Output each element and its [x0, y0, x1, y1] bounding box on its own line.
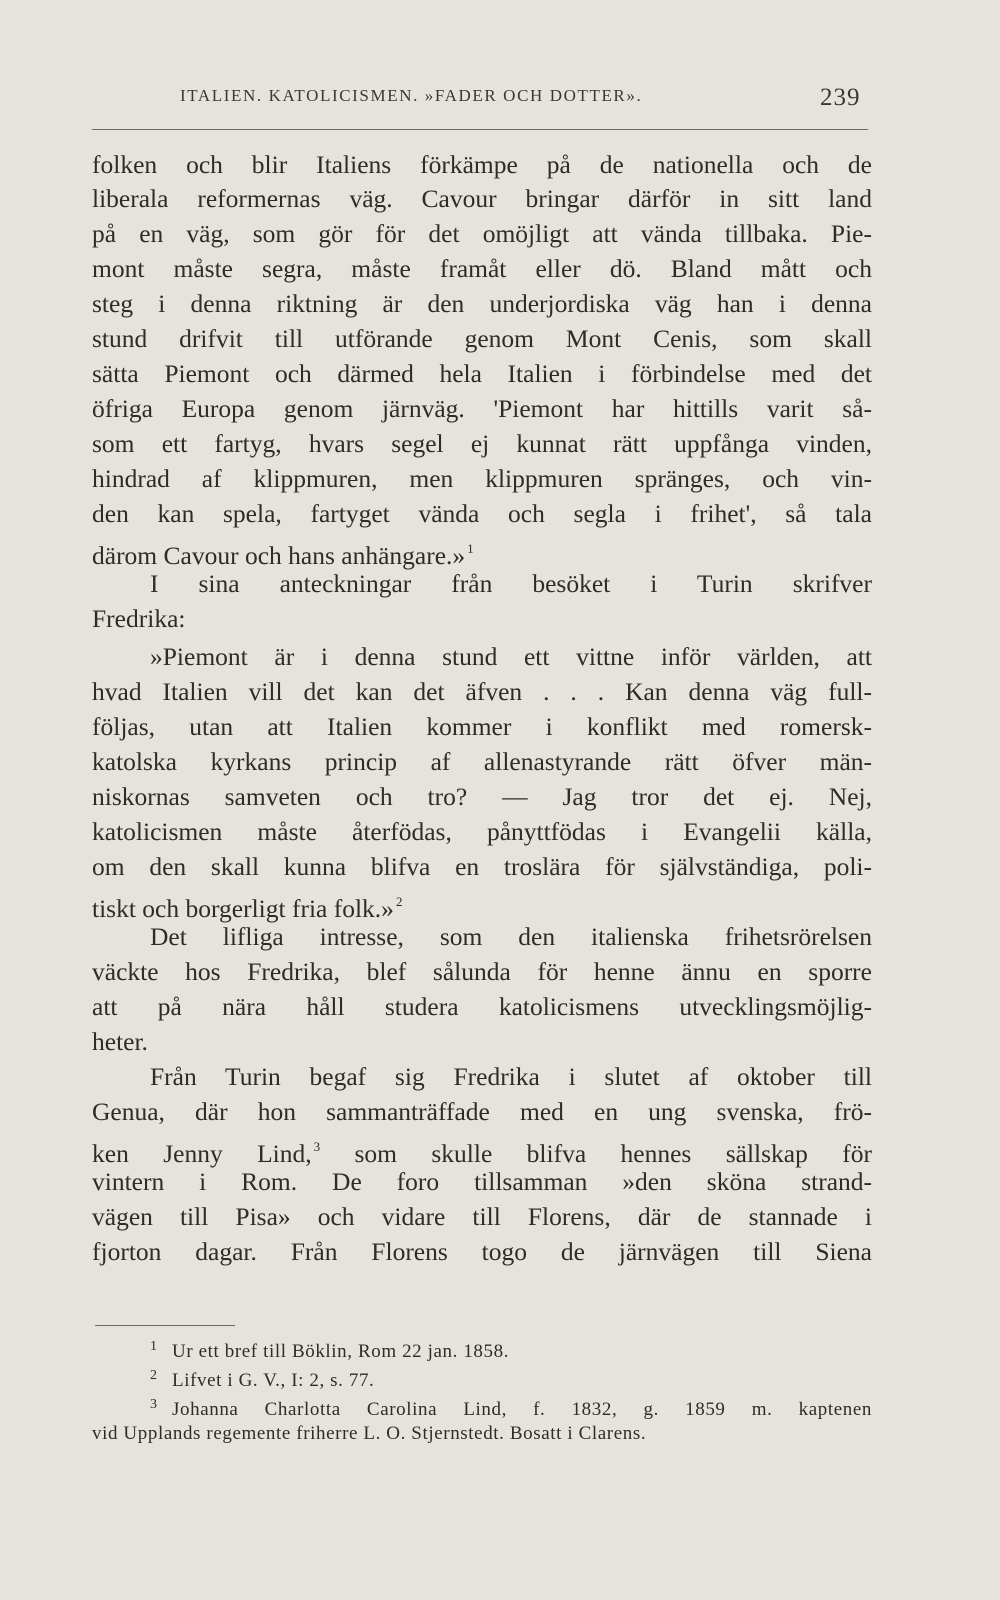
- footnote: 1 Ur ett bref till Böklin, Rom 22 jan. 1858.: [150, 1333, 872, 1366]
- body-line: Genua, där hon sammanträffade med en ung svenska, frö-: [92, 1097, 872, 1126]
- body-line: liberala reformernas väg. Cavour bringar därför in sitt land: [92, 184, 872, 213]
- page-number: 239: [820, 84, 861, 111]
- quote-line: katolska kyrkans princip af allenastyrande rätt öfver män-: [92, 747, 872, 776]
- body-line: sätta Piemont och därmed hela Italien i förbindelse med det: [92, 359, 872, 388]
- footnote-ref: 3: [313, 1139, 321, 1154]
- body-line: Det lifliga intresse, som den italienska frihetsrörelsen: [150, 922, 872, 951]
- footnote: 2 Lifvet i G. V., I: 2, s. 77.: [150, 1362, 872, 1395]
- quote-line: om den skall kunna blifva en troslära för självständiga, poli-: [92, 852, 872, 881]
- body-line: vintern i Rom. De foro tillsamman »den sköna strand-: [92, 1167, 872, 1196]
- body-line: Från Turin begaf sig Fredrika i slutet af oktober till: [150, 1062, 872, 1091]
- body-line: ken Jenny Lind, $^3$ som skulle blifva hennes sällskap för: [92, 1139, 872, 1168]
- header-rule: [92, 129, 868, 130]
- body-line: vägen till Pisa» och vidare till Florens, där de stannade i: [92, 1202, 872, 1231]
- footnote-ref: 1: [467, 541, 474, 556]
- body-line: heter.: [92, 1027, 148, 1056]
- body-line: mont måste segra, måste framåt eller dö. Bland mått och: [92, 254, 872, 283]
- footnote: 3 Johanna Charlotta Carolina Lind, f. 1832, g. 1859 m. kaptenen: [150, 1391, 872, 1424]
- footnote-ref: 2: [395, 894, 403, 909]
- body-line: folken och blir Italiens förkämpe på de nationella och de: [92, 150, 872, 179]
- footnote-mark: 3: [150, 1397, 158, 1412]
- body-line: öfriga Europa genom järnväg. 'Piemont har hittills varit så-: [92, 394, 872, 423]
- quote-line: följas, utan att Italien kommer i konflikt med romersk-: [92, 712, 872, 741]
- quote-line: niskornas samveten och tro? — Jag tror det ej. Nej,: [92, 782, 872, 811]
- body-line: steg i denna riktning är den underjordiska väg han i denna: [92, 289, 872, 318]
- body-line: stund drifvit till utförande genom Mont Cenis, som skall: [92, 324, 872, 353]
- body-line: väckte hos Fredrika, blef sålunda för henne ännu en sporre: [92, 957, 872, 986]
- footnote-mark: 1: [150, 1339, 158, 1354]
- body-line: hindrad af klippmuren, men klippmuren spränges, och vin-: [92, 464, 872, 493]
- body-line: fjorton dagar. Från Florens togo de järnvägen till Siena: [92, 1237, 872, 1266]
- footnote-rule: [95, 1325, 235, 1326]
- quote-line: hvad Italien vill det kan det äfven . . . Kan denna väg full-: [92, 677, 872, 706]
- footnote-mark: 2: [150, 1368, 158, 1383]
- body-line: därom Cavour och hans anhängare.» $^1$: [92, 541, 474, 570]
- body-line: att på nära håll studera katolicismens utvecklingsmöjlig-: [92, 992, 872, 1021]
- body-line: på en väg, som gör för det omöjligt att vända tillbaka. Pie-: [92, 219, 872, 248]
- running-header: ITALIEN. KATOLICISMEN. »FADER OCH DOTTER».: [180, 86, 643, 105]
- footnote-continuation: vid Upplands regemente friherre L. O. Stjernstedt. Bosatt i Clarens.: [92, 1423, 647, 1444]
- body-line: den kan spela, fartyget vända och segla i frihet', så tala: [92, 499, 872, 528]
- body-line: I sina anteckningar från besöket i Turin skrifver: [150, 569, 872, 598]
- quote-line: »Piemont är i denna stund ett vittne inför världen, att: [150, 642, 872, 671]
- quote-line: katolicismen måste återfödas, pånyttfödas i Evangelii källa,: [92, 817, 872, 846]
- quote-line: tiskt och borgerligt fria folk.» $^2$: [92, 894, 403, 923]
- body-line: som ett fartyg, hvars segel ej kunnat rätt uppfånga vinden,: [92, 429, 872, 458]
- body-line: Fredrika:: [92, 604, 186, 633]
